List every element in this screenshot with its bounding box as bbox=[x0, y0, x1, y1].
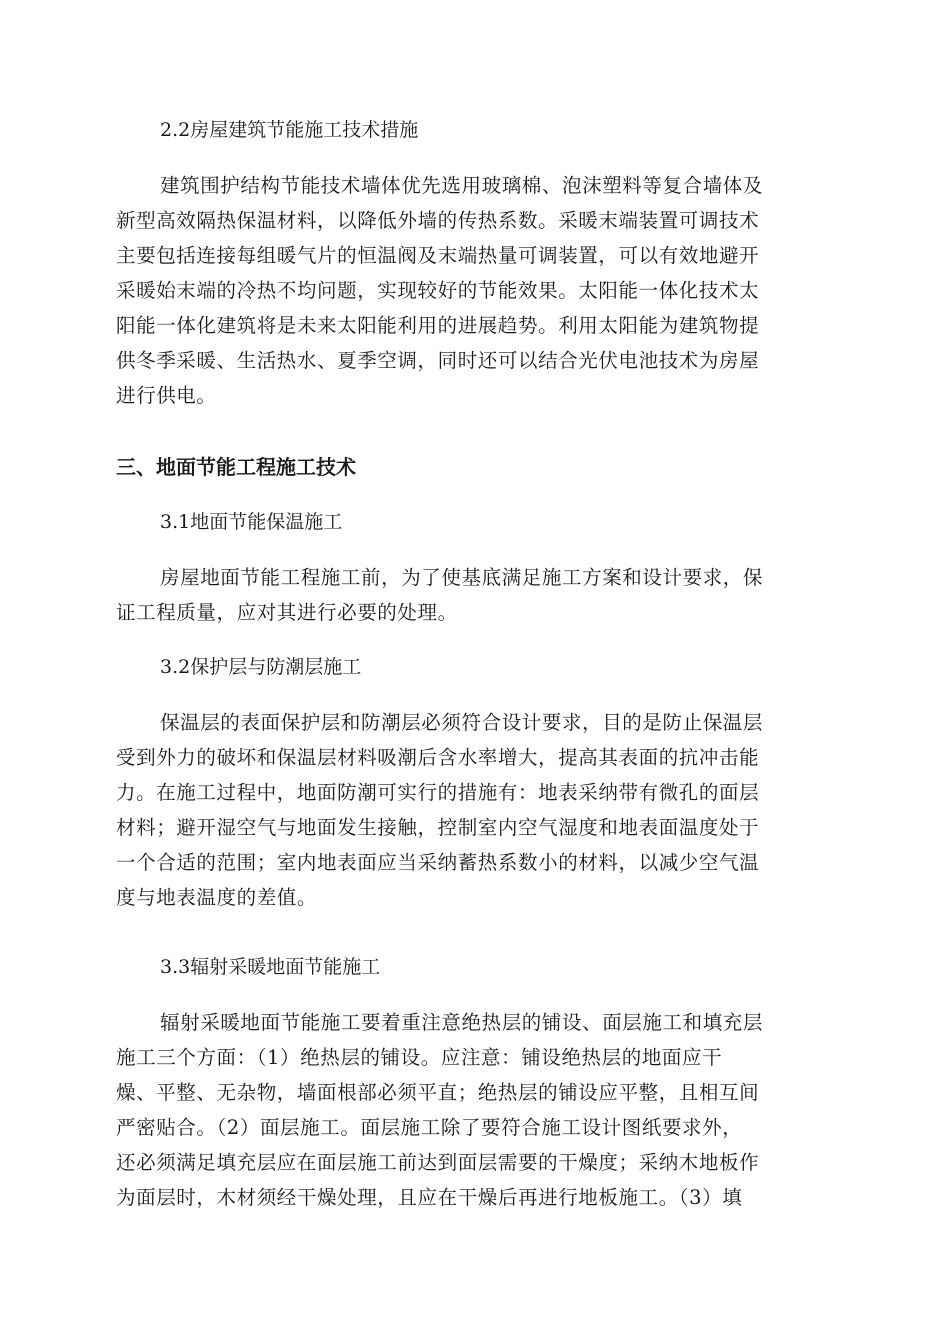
section-3-2-heading: 3.2保护层与防潮层施工 bbox=[160, 656, 362, 678]
paragraph-line: 度与地表温度的差值。 bbox=[116, 886, 318, 909]
paragraph-line: 受到外力的破坏和保温层材料吸潮后含水率增大，提高其表面的抗冲击能 bbox=[116, 746, 760, 769]
paragraph-line: 辐射采暖地面节能施工要着重注意绝热层的铺设、面层施工和填充层 bbox=[160, 1011, 764, 1034]
paragraph-line: 施工三个方面：（1）绝热层的铺设。应注意：铺设绝热层的地面应干 bbox=[116, 1046, 723, 1069]
paragraph-line: 一个合适的范围；室内地表面应当采纳蓄热系数小的材料，以减少空气温 bbox=[116, 851, 760, 874]
paragraph-line: 新型高效隔热保温材料，以降低外墙的传热系数。采暖末端装置可调技术 bbox=[116, 209, 760, 232]
paragraph-line: 保温层的表面保护层和防潮层必须符合设计要求，目的是防止保温层 bbox=[160, 711, 764, 734]
paragraph-line: 还必须满足填充层应在面层施工前达到面层需要的干燥度；采纳木地板作 bbox=[116, 1151, 760, 1174]
paragraph-line: 材料；避开湿空气与地面发生接触，控制室内空气湿度和地表面温度处于 bbox=[116, 816, 760, 839]
paragraph-line: 主要包括连接每组暖气片的恒温阀及末端热量可调装置，可以有效地避开 bbox=[116, 244, 760, 267]
section-2-2-heading: 2.2房屋建筑节能施工技术措施 bbox=[160, 119, 419, 141]
section-3-1-heading: 3.1地面节能保温施工 bbox=[160, 511, 343, 533]
paragraph-line: 进行供电。 bbox=[116, 384, 217, 407]
paragraph-line: 严密贴合。（2）面层施工。面层施工除了要符合施工设计图纸要求外， bbox=[116, 1116, 743, 1139]
paragraph-line: 为面层时，木材须经干燥处理，且应在干燥后再进行地板施工。（3）填 bbox=[116, 1186, 743, 1209]
section-3-3-heading: 3.3辐射采暖地面节能施工 bbox=[160, 956, 381, 978]
paragraph-line: 供冬季采暖、生活热水、夏季空调，同时还可以结合光伏电池技术为房屋 bbox=[116, 349, 760, 372]
paragraph-line: 建筑围护结构节能技术墙体优先选用玻璃棉、泡沫塑料等复合墙体及 bbox=[160, 174, 764, 197]
paragraph-line: 房屋地面节能工程施工前，为了使基底满足施工方案和设计要求，保 bbox=[160, 566, 764, 589]
paragraph-line: 力。在施工过程中，地面防潮可实行的措施有：地表采纳带有微孔的面层 bbox=[116, 781, 760, 804]
paragraph-line: 阳能一体化建筑将是未来太阳能利用的进展趋势。利用太阳能为建筑物提 bbox=[116, 314, 760, 337]
paragraph-line: 燥、平整、无杂物，墙面根部必须平直；绝热层的铺设应平整，且相互间 bbox=[116, 1081, 760, 1104]
section-3-heading: 三、地面节能工程施工技术 bbox=[116, 455, 356, 479]
paragraph-line: 采暖始末端的冷热不均问题，实现较好的节能效果。太阳能一体化技术太 bbox=[116, 279, 760, 302]
paragraph-line: 证工程质量，应对其进行必要的处理。 bbox=[116, 601, 458, 624]
